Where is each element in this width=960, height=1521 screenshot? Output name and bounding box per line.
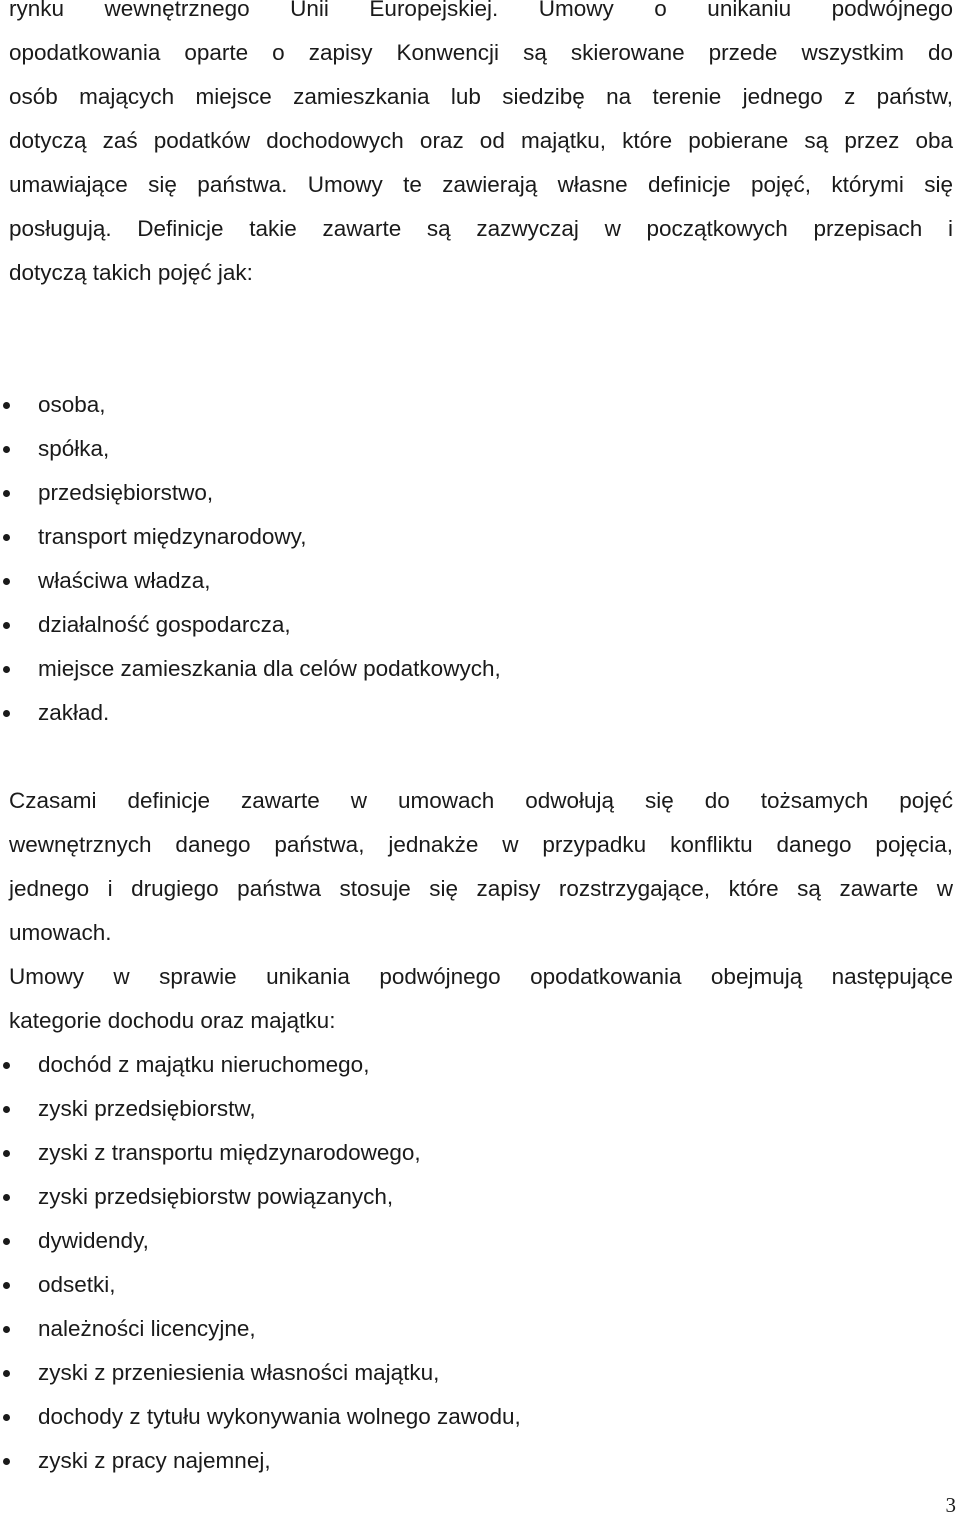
- paragraph-line: dotyczą takich pojęć jak:: [9, 260, 253, 285]
- list-item: [9, 691, 953, 735]
- bullet-icon: [3, 490, 10, 497]
- list-item-text: działalność gospodarcza,: [38, 612, 291, 637]
- paragraph-line: dotyczą zaś podatków dochodowych oraz od majątku, które pobierane są przez oba: [9, 128, 953, 153]
- paragraph-3: [9, 955, 953, 1043]
- bullet-icon: [3, 1106, 10, 1113]
- paragraph-line: Umowy w sprawie unikania podwójnego opodatkowania obejmują następujące: [9, 964, 953, 989]
- list-item: [9, 559, 953, 603]
- bullet-icon: [3, 666, 10, 673]
- bullet-icon: [3, 1326, 10, 1333]
- page-number: 3: [945, 1493, 956, 1517]
- list-item-text: dochody z tytułu wykonywania wolnego zawodu,: [38, 1404, 521, 1429]
- list-item: [9, 1351, 953, 1395]
- list-item: [9, 1439, 953, 1483]
- paragraph-2: [9, 779, 953, 955]
- list-item: [9, 471, 953, 515]
- list-item: [9, 1131, 953, 1175]
- list-item-text: zyski przedsiębiorstw powiązanych,: [38, 1184, 394, 1209]
- spacer: [9, 295, 953, 383]
- bullet-icon: [3, 1414, 10, 1421]
- bullet-icon: [3, 710, 10, 717]
- income-categories-list: [9, 1043, 953, 1483]
- list-item-text: miejsce zamieszkania dla celów podatkowych,: [38, 656, 501, 681]
- paragraph-line: umowach.: [9, 920, 112, 945]
- list-item: [9, 1087, 953, 1131]
- bullet-icon: [3, 1282, 10, 1289]
- paragraph-line: umawiające się państwa. Umowy te zawierają własne definicje pojęć, którymi się: [9, 172, 953, 197]
- bullet-icon: [3, 622, 10, 629]
- list-item: [9, 427, 953, 471]
- paragraph-line: Czasami definicje zawarte w umowach odwołują się do tożsamych pojęć: [9, 788, 953, 813]
- bullet-icon: [3, 446, 10, 453]
- bullet-icon: [3, 1194, 10, 1201]
- list-item: [9, 1263, 953, 1307]
- list-item: [9, 1219, 953, 1263]
- list-item-text: należności licencyjne,: [38, 1316, 256, 1341]
- paragraph-line: kategorie dochodu oraz majątku:: [9, 1008, 336, 1033]
- list-item-text: odsetki,: [38, 1272, 116, 1297]
- paragraph-line: jednego i drugiego państwa stosuje się zapisy rozstrzygające, które są zawarte w: [9, 876, 953, 901]
- list-item-text: przedsiębiorstwo,: [38, 480, 214, 505]
- list-item-text: spółka,: [38, 436, 110, 461]
- concepts-list: [9, 383, 953, 735]
- bullet-icon: [3, 1150, 10, 1157]
- list-item: [9, 603, 953, 647]
- list-item-text: zyski przedsiębiorstw,: [38, 1096, 256, 1121]
- bullet-icon: [3, 402, 10, 409]
- list-item: [9, 1175, 953, 1219]
- list-item-text: dywidendy,: [38, 1228, 149, 1253]
- paragraph-line: posługują. Definicje takie zawarte są zazwyczaj w początkowych przepisach i: [9, 216, 953, 241]
- list-item: [9, 647, 953, 691]
- list-item-text: transport międzynarodowy,: [38, 524, 307, 549]
- list-item-text: zyski z pracy najemnej,: [38, 1448, 271, 1473]
- list-item: [9, 1043, 953, 1087]
- list-item: [9, 515, 953, 559]
- document-page: [9, 0, 953, 1483]
- list-item-text: zakład.: [38, 700, 110, 725]
- bullet-icon: [3, 578, 10, 585]
- list-item-text: zyski z przeniesienia własności majątku,: [38, 1360, 440, 1385]
- paragraph-line: rynku wewnętrznego Unii Europejskiej. Umowy o unikaniu podwójnego: [9, 0, 953, 21]
- paragraph-line: wewnętrznych danego państwa, jednakże w przypadku konfliktu danego pojęcia,: [9, 832, 953, 857]
- list-item-text: dochód z majątku nieruchomego,: [38, 1052, 370, 1077]
- bullet-icon: [3, 1370, 10, 1377]
- bullet-icon: [3, 1238, 10, 1245]
- list-item-text: zyski z transportu międzynarodowego,: [38, 1140, 421, 1165]
- list-item-text: właściwa władza,: [38, 568, 211, 593]
- paragraph-line: opodatkowania oparte o zapisy Konwencji są skierowane przede wszystkim do: [9, 40, 953, 65]
- bullet-icon: [3, 1458, 10, 1465]
- bullet-icon: [3, 1062, 10, 1069]
- bullet-icon: [3, 534, 10, 541]
- list-item: [9, 383, 953, 427]
- paragraph-1: [9, 0, 953, 295]
- list-item: [9, 1395, 953, 1439]
- spacer: [9, 735, 953, 779]
- list-item: [9, 1307, 953, 1351]
- paragraph-line: osób mających miejsce zamieszkania lub siedzibę na terenie jednego z państw,: [9, 84, 953, 109]
- list-item-text: osoba,: [38, 392, 106, 417]
